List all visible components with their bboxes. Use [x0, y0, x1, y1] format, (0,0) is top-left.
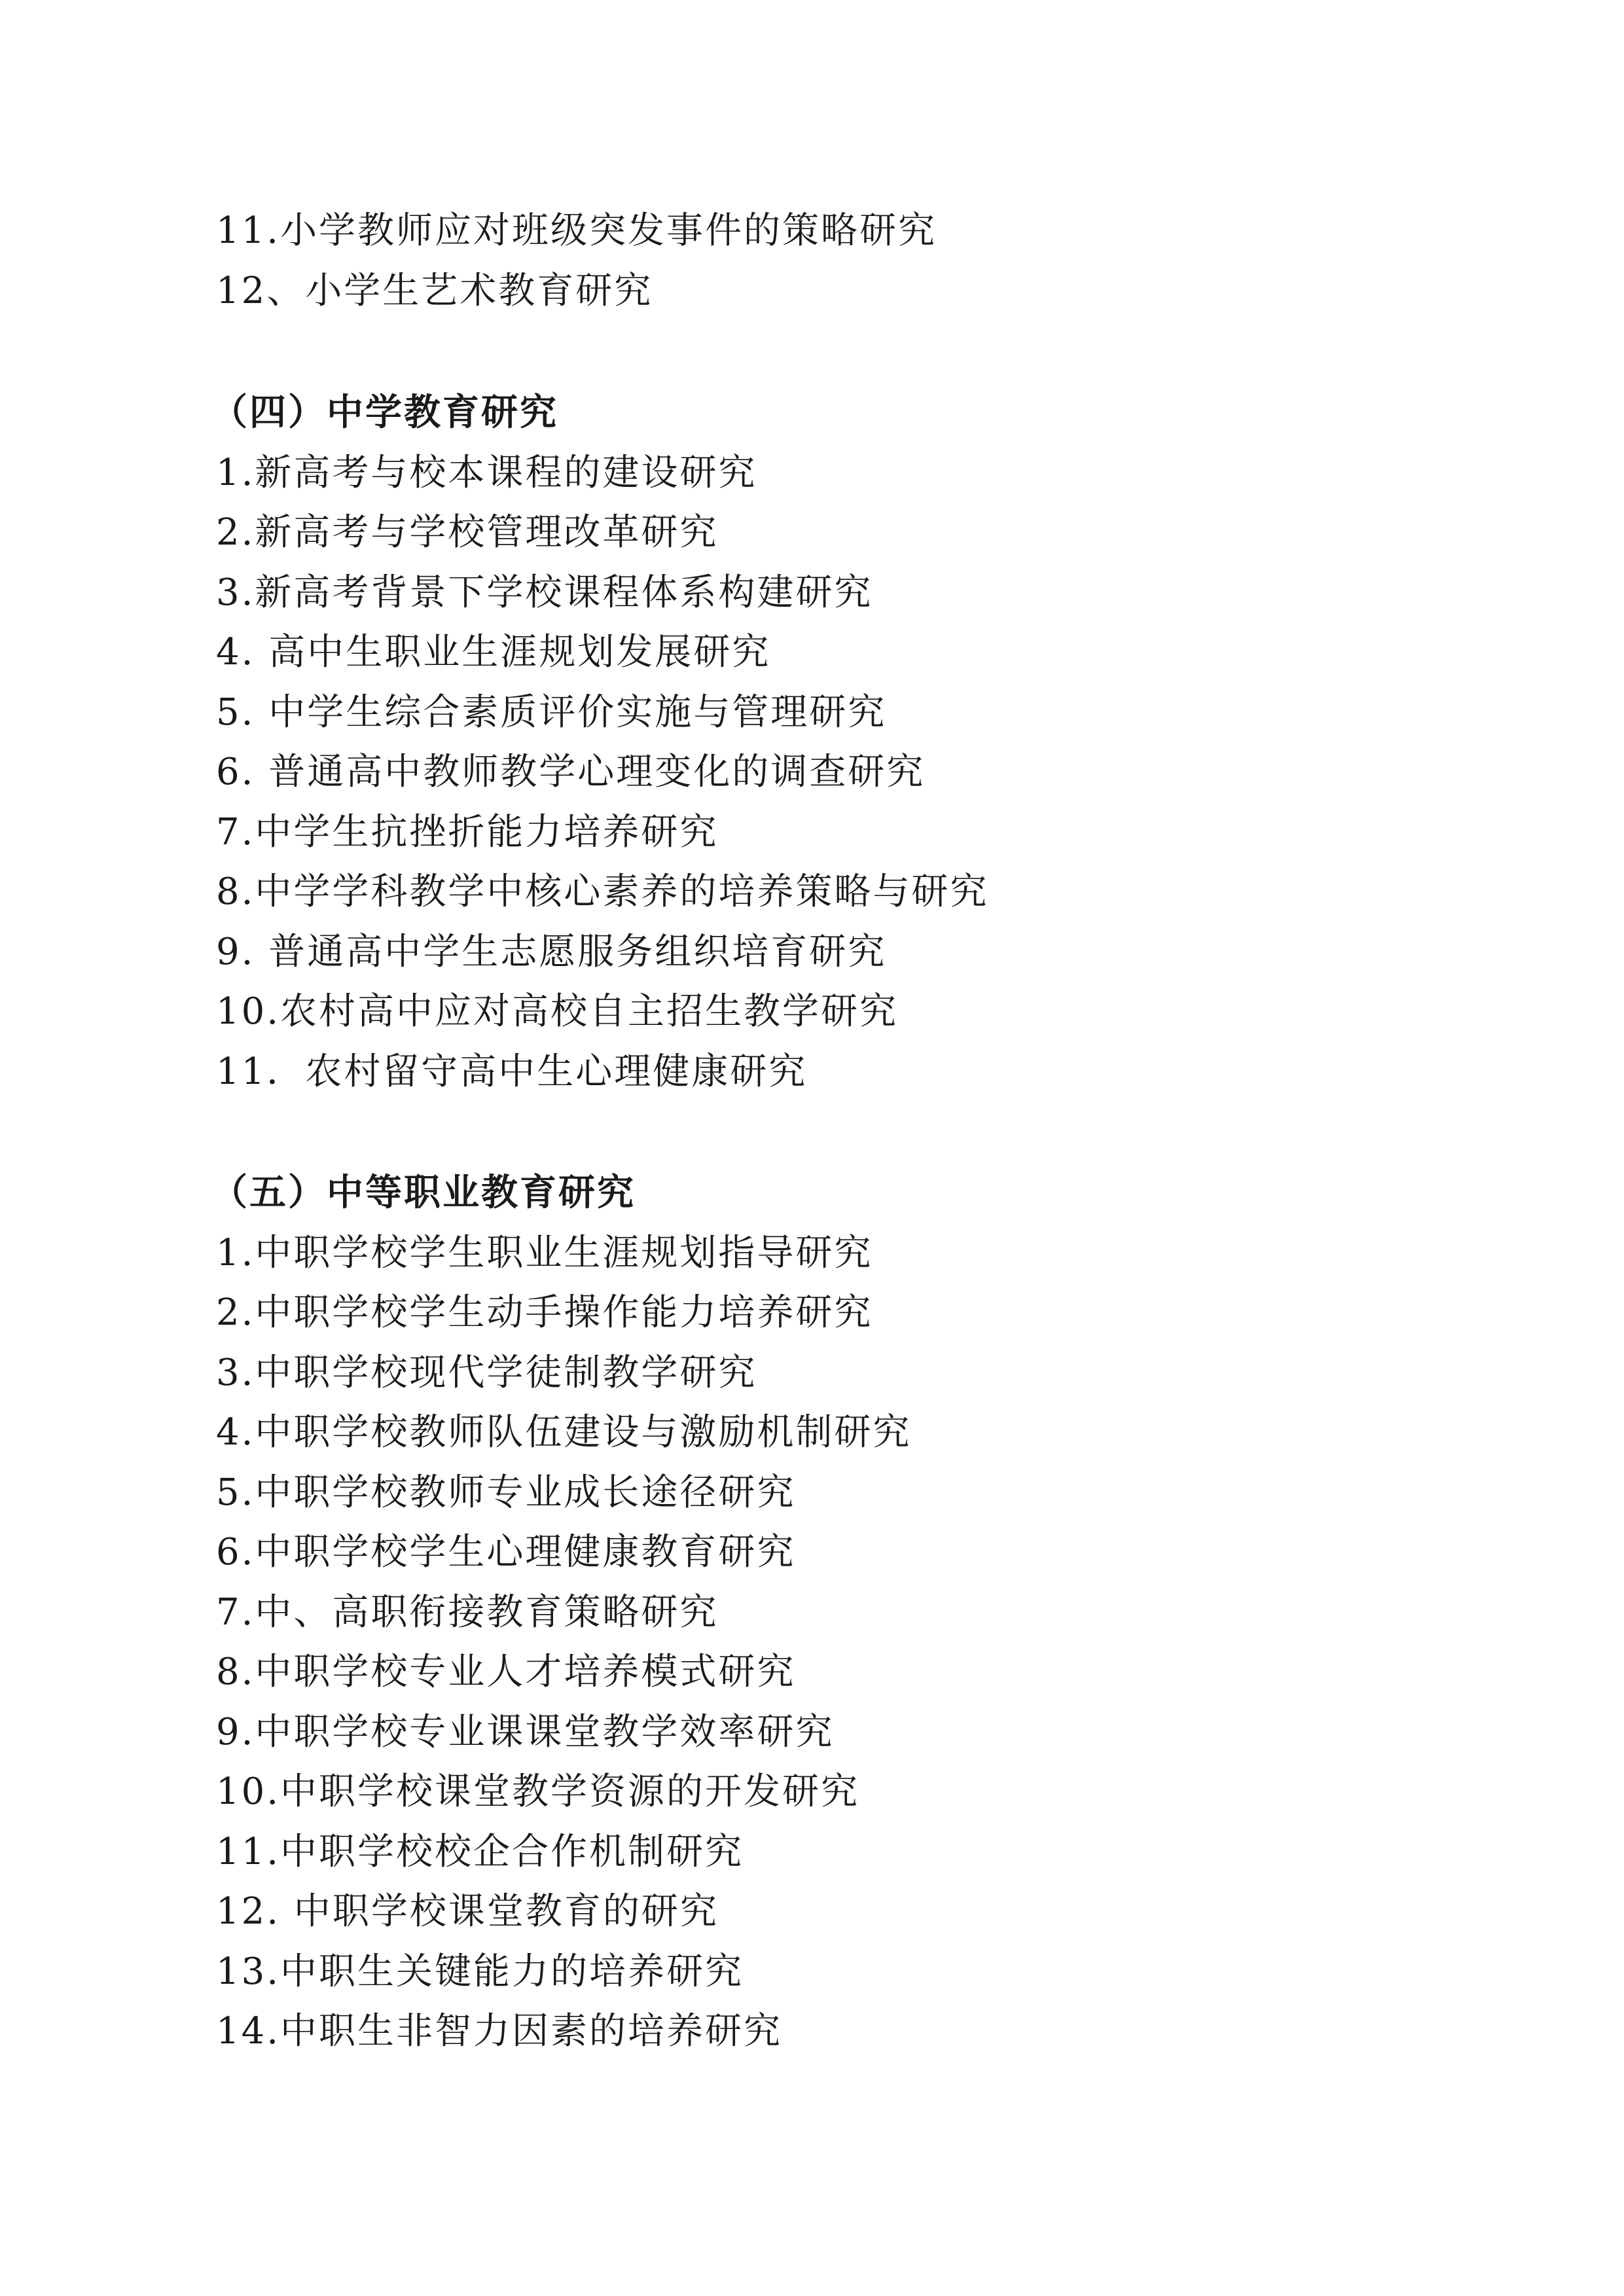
list-item: 12. 中职学校课堂教育的研究 — [216, 1890, 719, 1933]
vocational-education-section — [211, 1163, 1460, 2062]
list-item: 9.中职学校专业课课堂教学效率研究 — [216, 1710, 835, 1753]
list-item: 1.新高考与校本课程的建设研究 — [216, 451, 757, 494]
list-item: 7.中、高职衔接教育策略研究 — [216, 1590, 719, 1634]
list-item: 14.中职生非智力因素的培养研究 — [216, 2010, 783, 2053]
list-item: 5. 中学生综合素质评价实施与管理研究 — [216, 691, 887, 734]
list-item: 3.中职学校现代学徒制教学研究 — [216, 1351, 757, 1394]
list-item: 8.中学学科教学中核心素养的培养策略与研究 — [216, 870, 989, 913]
list-item: 6.中职学校学生心理健康教育研究 — [216, 1531, 796, 1573]
list-item: 4. 高中生职业生涯规划发展研究 — [216, 631, 771, 673]
list-item: 6. 普通高中教师教学心理变化的调查研究 — [216, 751, 926, 793]
list-item: 12、小学生艺术教育研究 — [216, 269, 653, 312]
list-item: 13.中职生关键能力的培养研究 — [216, 1950, 744, 1993]
list-item: 7.中学生抗挫折能力培养研究 — [216, 810, 719, 853]
list-item: 8.中职学校专业人才培养模式研究 — [216, 1651, 796, 1693]
primary-education-list-continued — [216, 201, 1460, 321]
list-item: 2.新高考与学校管理改革研究 — [216, 511, 719, 554]
list-item: 2.中职学校学生动手操作能力培养研究 — [216, 1291, 873, 1334]
section-heading: （五）中等职业教育研究 — [211, 1172, 636, 1214]
list-item: 4.中职学校教师队伍建设与激励机制研究 — [216, 1411, 912, 1454]
list-item: 10.中职学校课堂教学资源的开发研究 — [216, 1770, 860, 1813]
middle-school-section — [211, 383, 1460, 1102]
list-item: 11.小学教师应对班级突发事件的策略研究 — [216, 209, 937, 252]
list-item: 1.中职学校学生职业生涯规划指导研究 — [216, 1231, 873, 1274]
list-item: 9. 普通高中学生志愿服务组织培育研究 — [216, 930, 887, 973]
list-item: 11.中职学校校企合作机制研究 — [216, 1830, 744, 1873]
list-item: 10.农村高中应对高校自主招生教学研究 — [216, 990, 899, 1033]
list-item: 3.新高考背景下学校课程体系构建研究 — [216, 571, 873, 614]
list-item: 5.中职学校教师专业成长途径研究 — [216, 1471, 796, 1514]
list-item: 11．农村留守高中生心理健康研究 — [216, 1050, 808, 1093]
section-heading: （四）中学教育研究 — [211, 391, 558, 434]
